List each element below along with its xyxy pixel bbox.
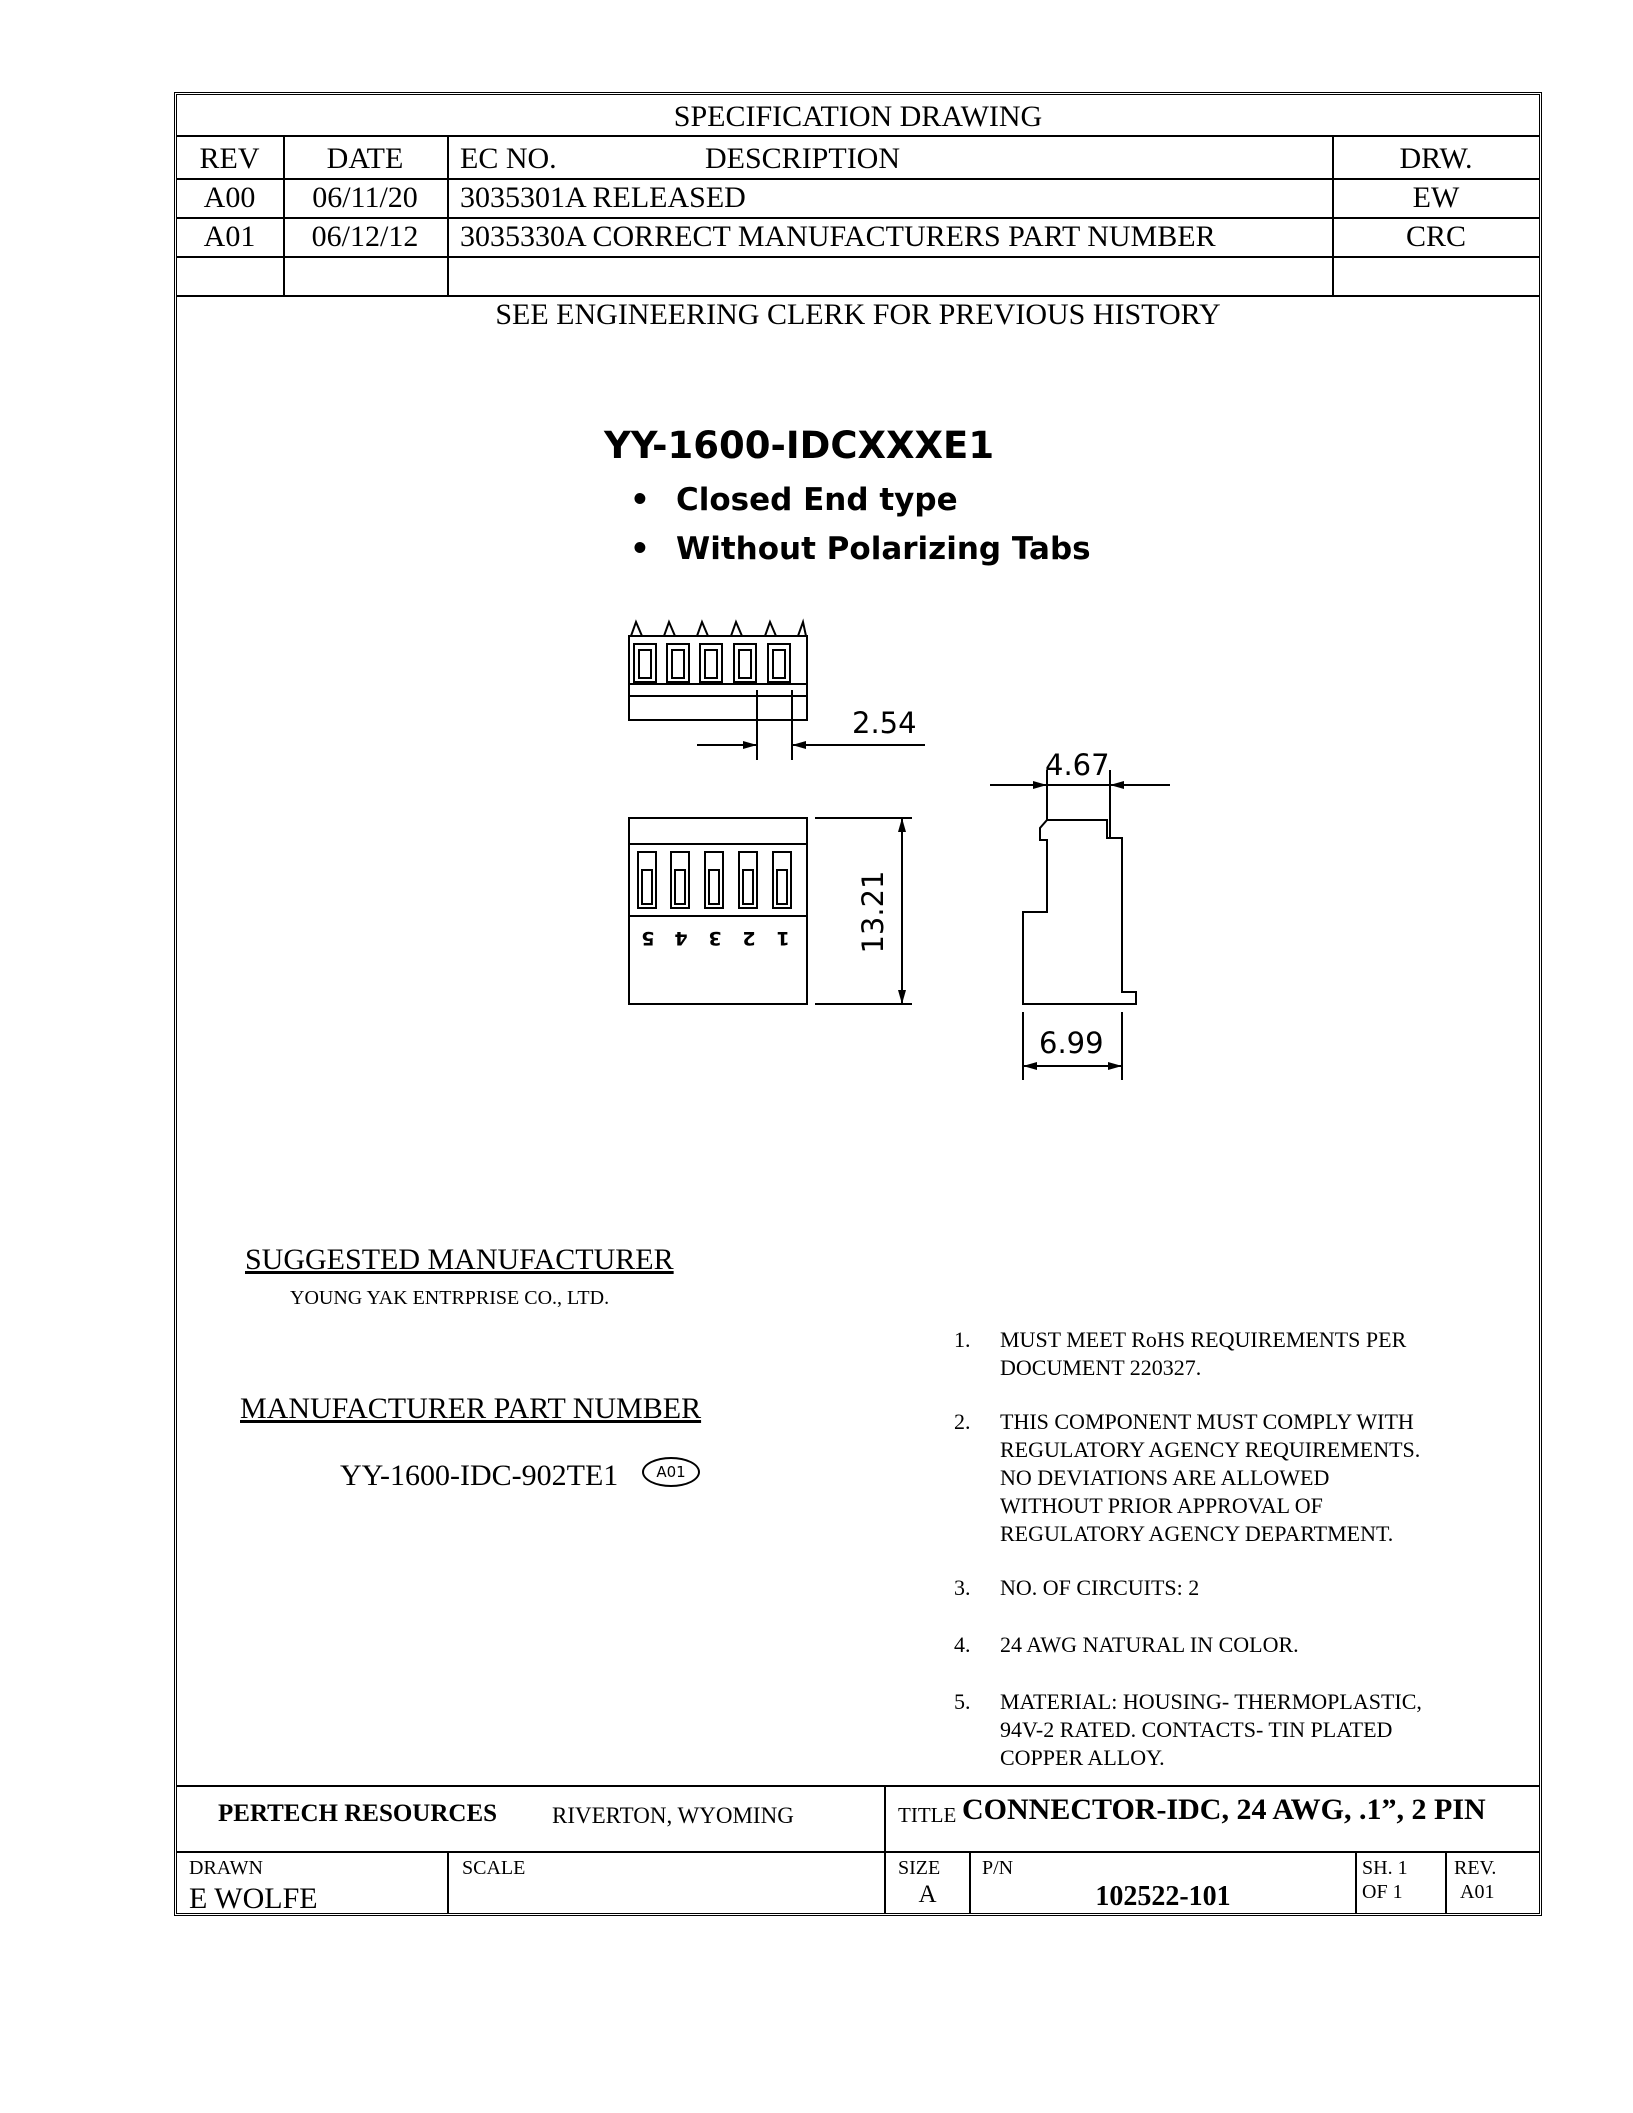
date-cell: 06/11/20	[312, 181, 418, 214]
sheet-of: OF 1	[1362, 1881, 1403, 1903]
col-description-header: DESCRIPTION	[705, 142, 901, 175]
drw-cell: CRC	[1405, 220, 1467, 253]
title-block-divider	[176, 1851, 1540, 1853]
note-number: 1.	[954, 1327, 971, 1352]
description-cell: 3035330A CORRECT MANUFACTURERS PART NUMBER	[460, 220, 1216, 253]
pn-value: 102522-101	[1095, 1881, 1231, 1912]
revision-tag: A01	[642, 1457, 700, 1487]
pin-label: 4	[674, 927, 688, 949]
history-note: SEE ENGINEERING CLERK FOR PREVIOUS HISTORY	[495, 298, 1221, 331]
date-cell: 06/12/12	[311, 220, 419, 253]
feature-bullet: •	[630, 531, 650, 567]
note-text: MUST MEET RoHS REQUIREMENTS PER DOCUMENT 220327.	[1000, 1327, 1407, 1380]
feature-closed-end: Closed End type	[676, 482, 958, 518]
description-cell: 3035301A RELEASED	[460, 181, 746, 214]
size-label: SIZE	[898, 1857, 941, 1879]
note-number: 3.	[954, 1575, 971, 1600]
drawing-title: CONNECTOR-IDC, 24 AWG, .1”, 2 PIN	[962, 1793, 1486, 1826]
connector-front-view	[629, 818, 807, 1004]
pin-label: 3	[708, 927, 722, 949]
part-name: YY-1600-IDCXXXE1	[604, 424, 995, 467]
drawn-by: E WOLFE	[189, 1882, 318, 1915]
col-drw-header: DRW.	[1399, 142, 1473, 175]
title-label: TITLE	[898, 1803, 957, 1827]
sheet-label: SH. 1	[1362, 1857, 1408, 1879]
pin-label: 2	[742, 927, 756, 949]
col-ecno-header: EC NO.	[460, 142, 557, 175]
note-number: 4.	[954, 1632, 971, 1657]
note-number: 5.	[954, 1689, 971, 1714]
note-text: THIS COMPONENT MUST COMPLY WITH REGULATORY AGENCY REQUIREMENTS. NO DEVIATIONS ARE ALLOWED WITHOUT PRIOR APPROVAL OF REGULATORY AGENCY DEPARTMENT.	[1000, 1409, 1421, 1546]
rev-cell: A01	[203, 220, 256, 253]
note-text: NO. OF CIRCUITS: 2	[1000, 1575, 1200, 1600]
pin-label: 1	[776, 927, 790, 949]
drawn-label: DRAWN	[189, 1857, 263, 1879]
dim-height-label: 13.21	[856, 870, 890, 954]
manufacturer-part-number: YY-1600-IDC-902TE1	[340, 1459, 619, 1492]
pin-label: 5	[641, 927, 655, 949]
col-rev-header: REV	[199, 142, 260, 175]
rev-label: REV.	[1454, 1857, 1497, 1879]
rev-cell: A00	[203, 181, 256, 214]
dim-depth-label: 6.99	[1039, 1026, 1104, 1060]
note-number: 2.	[954, 1409, 971, 1434]
company-name: PERTECH RESOURCES	[218, 1800, 498, 1827]
title-block-column-line	[1445, 1851, 1447, 1914]
drw-cell: EW	[1412, 181, 1460, 214]
title-block-column-line	[1355, 1851, 1357, 1914]
pn-label: P/N	[982, 1857, 1014, 1879]
suggested-manufacturer-heading: SUGGESTED MANUFACTURER	[245, 1243, 674, 1276]
manufacturer-name: YOUNG YAK ENTRPRISE CO., LTD.	[290, 1287, 610, 1309]
scale-label: SCALE	[462, 1857, 526, 1879]
title-block-column-line	[447, 1851, 449, 1914]
size-value: A	[918, 1881, 937, 1908]
feature-bullet: •	[630, 482, 650, 518]
note-text: MATERIAL: HOUSING- THERMOPLASTIC, 94V-2 RATED. CONTACTS- TIN PLATED COPPER ALLOY.	[1000, 1689, 1422, 1770]
col-date-header: DATE	[326, 142, 404, 175]
feature-no-polarizing: Without Polarizing Tabs	[676, 531, 1091, 567]
company-location: RIVERTON, WYOMING	[552, 1803, 794, 1828]
spec-drawing-title: SPECIFICATION DRAWING	[673, 100, 1043, 133]
title-block-border	[176, 1785, 1540, 1787]
rev-value: A01	[1460, 1881, 1495, 1903]
manufacturer-pn-heading: MANUFACTURER PART NUMBER	[240, 1392, 702, 1425]
dim-width-label: 4.67	[1045, 748, 1110, 782]
connector-side-view	[1023, 820, 1136, 1004]
dim-pitch-label: 2.54	[852, 706, 917, 740]
note-text: 24 AWG NATURAL IN COLOR.	[1000, 1632, 1299, 1657]
connector-top-view	[629, 622, 807, 720]
